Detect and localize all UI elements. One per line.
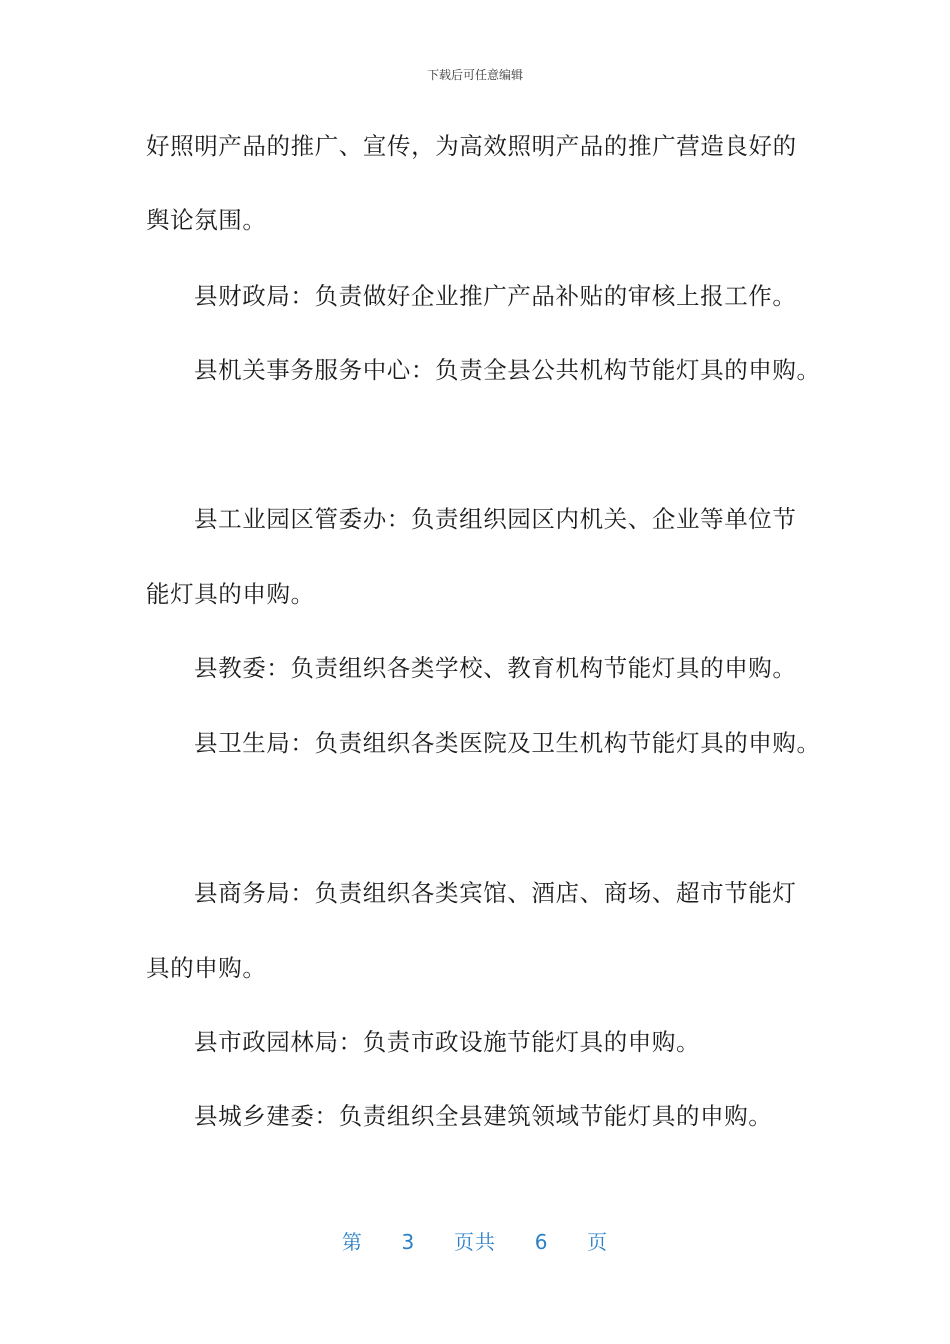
text-line: 好照明产品的推广、宣传，为高效照明产品的推广营造良好的 [146, 132, 797, 160]
text-line: 县商务局：负责组织各类宾馆、酒店、商场、超市节能灯 [194, 879, 797, 907]
text-line: 县教委：负责组织各类学校、教育机构节能灯具的申购。 [194, 654, 797, 682]
page-middle: 页共 [454, 1230, 496, 1254]
text-line: 县卫生局：负责组织各类医院及卫生机构节能灯具的申购。 [194, 729, 821, 757]
page-suffix: 页 [587, 1230, 609, 1254]
text-line: 县市政园林局：负责市政设施节能灯具的申购。 [194, 1028, 701, 1056]
text-line: 县城乡建委：负责组织全县建筑领域节能灯具的申购。 [194, 1102, 773, 1130]
total-pages: 6 [534, 1230, 549, 1254]
page-header: 下载后可任意编辑 [426, 68, 523, 82]
text-line: 县工业园区管委办：负责组织园区内机关、企业等单位节 [194, 505, 797, 533]
page-footer [0, 1226, 950, 1255]
text-line: 舆论氛围。 [146, 206, 267, 234]
text-line: 具的申购。 [146, 954, 267, 982]
text-line: 能灯具的申购。 [146, 580, 315, 608]
text-line: 县机关事务服务中心：负责全县公共机构节能灯具的申购。 [194, 356, 821, 384]
page-number: 3 [401, 1230, 416, 1254]
text-line: 县财政局：负责做好企业推广产品补贴的审核上报工作。 [194, 282, 797, 310]
page-prefix: 第 [341, 1230, 363, 1254]
